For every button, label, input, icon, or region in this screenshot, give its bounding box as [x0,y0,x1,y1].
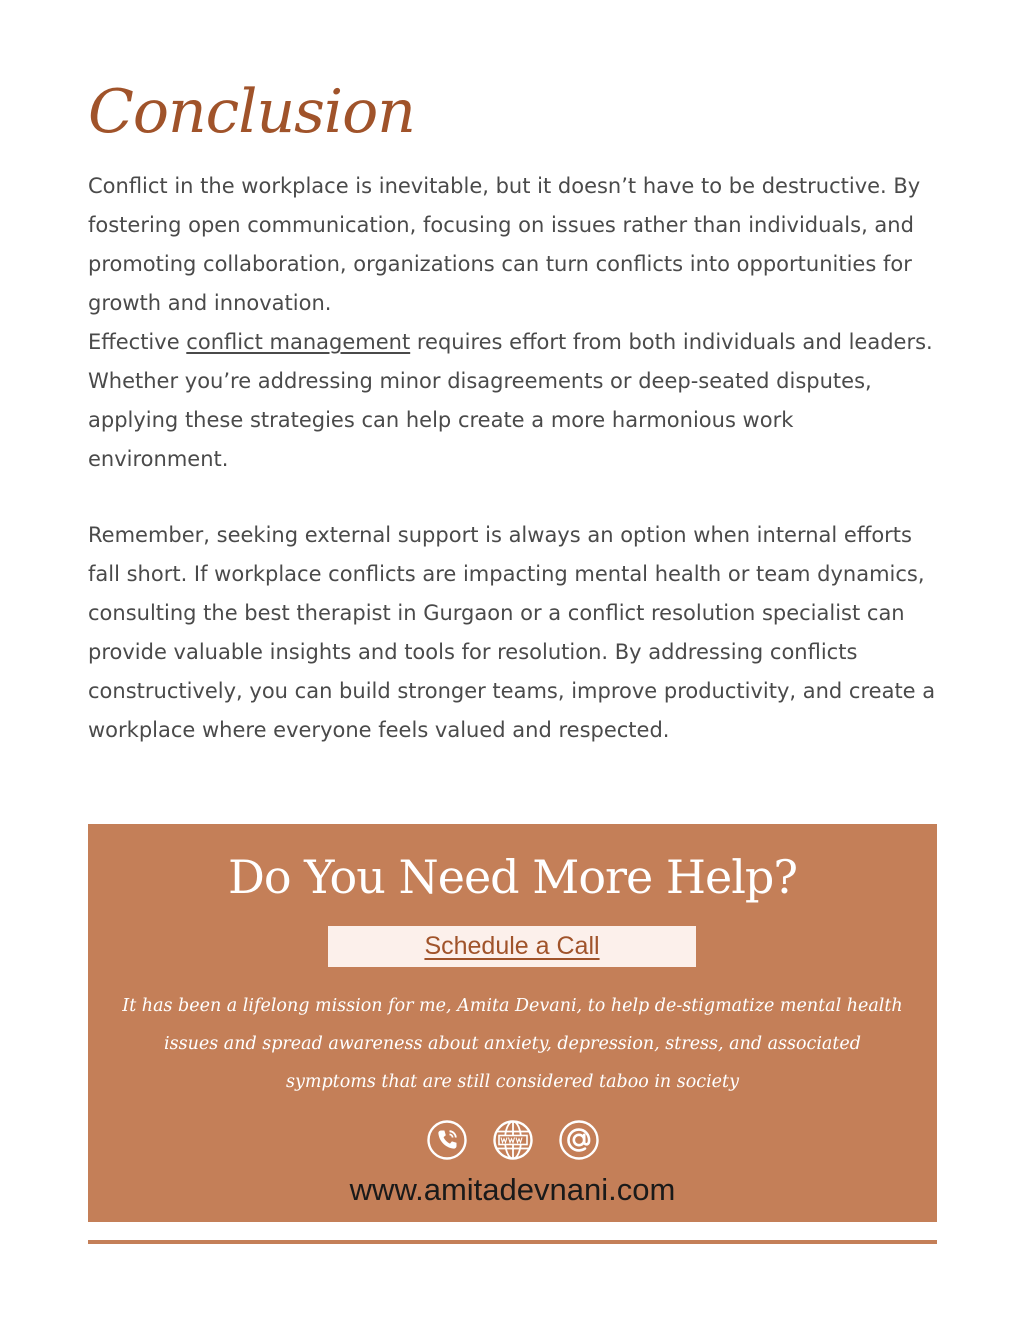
page-title: Conclusion [88,77,415,147]
paragraph-2 [88,323,938,479]
website-url[interactable]: www.amitadevnani.com [349,1172,676,1207]
help-cta-panel [88,824,937,1222]
mission-statement: It has been a lifelong mission for me, Amita Devani, to help de-stigmatize mental health issues and spread awareness about anxiety, depression, stress, and associated symptoms that are still considered taboo in society [122,996,903,1092]
at-sign-icon[interactable] [558,1119,600,1161]
paragraph-2-lead: Effective [88,330,187,354]
cta-heading: Do You Need More Help? [227,850,798,904]
paragraph-1: Conflict in the workplace is inevitable, but it doesn’t have to be destructive. By fostering open communication, focusing on issues rather than individuals, and promoting collaboration, organizations can turn conflicts into opportunities for growth and innovation. [88,174,921,315]
paragraph-2-rest: requires effort from both individuals and leaders. Whether you’re addressing minor disagreements or deep-seated disputes, applying these strategies can help create a more harmonious work environment. [88,330,933,471]
contact-icons [88,1119,937,1161]
globe-www-icon[interactable] [492,1119,534,1161]
conflict-management-link[interactable]: conflict management [186,330,411,354]
conclusion-body [88,167,938,479]
paragraph-3: Remember, seeking external support is always an option when internal efforts fall short. If workplace conflicts are impacting mental health or team dynamics, consulting the best therapist in Gurgaon or a conflict resolution specialist can provide valuable insights and tools for resolution. By addressing conflicts constructively, you can build stronger teams, improve productivity, and create a workplace where everyone feels valued and respected. [88,523,936,742]
schedule-call-button[interactable]: Schedule a Call [328,926,696,967]
bottom-divider [88,1240,937,1244]
closing-body [88,516,938,750]
phone-icon[interactable] [426,1119,468,1161]
